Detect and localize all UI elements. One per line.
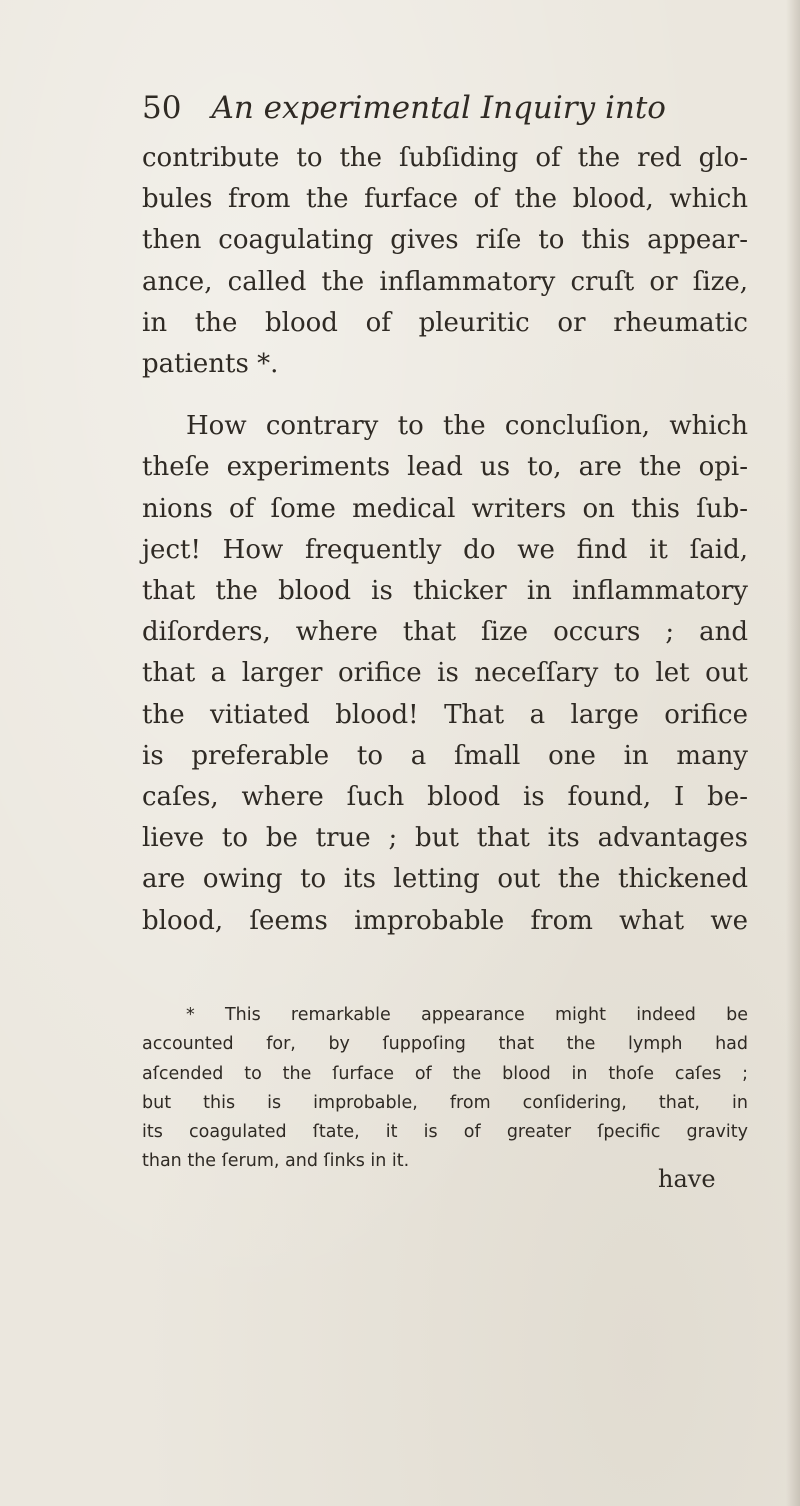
- page-number: 50: [142, 90, 182, 126]
- text-line: contribute to the ſubſiding of the red glo-: [142, 143, 748, 173]
- footnote-line: but this is improbable, from conſidering, that, in: [142, 1092, 748, 1113]
- running-header: [142, 90, 666, 140]
- footnote-line: its coagulated ſtate, it is of greater ſpecific gravity: [142, 1122, 748, 1143]
- text-line: then coagulating gives riſe to this appear-: [142, 225, 748, 256]
- text-line: that a larger orifice is neceſſary to let out: [142, 658, 748, 689]
- text-line: bules from the furface of the blood, which: [142, 184, 748, 215]
- footnote-line: accounted for, by ſuppoſing that the lymph had: [142, 1034, 748, 1055]
- text-line: blood, ſeems improbable from what we: [142, 905, 748, 936]
- paragraph-1: [142, 138, 748, 385]
- text-line: is preferable to a ſmall one in many: [142, 740, 748, 771]
- text-line: theſe experiments lead us to, are the opi-: [142, 452, 748, 483]
- text-line: diſorders, where that ſize occurs ; and: [142, 617, 748, 648]
- page-edge-shadow: [786, 0, 800, 1506]
- footnote-line: * This remarkable appearance might indeed be: [186, 1005, 748, 1025]
- text-line: How contrary to the concluſion, which: [186, 411, 748, 442]
- running-title: An experimental Inquiry into: [211, 90, 666, 126]
- text-line: that the blood is thicker in inflammatory: [142, 576, 748, 607]
- footnote: [142, 1001, 748, 1177]
- text-line: caſes, where ſuch blood is found, I be-: [142, 782, 748, 813]
- text-line: ance, called the inflammatory cruſt or ſize,: [142, 266, 748, 297]
- paragraph-gap: [142, 385, 748, 406]
- main-text: [142, 138, 748, 942]
- text-line: ject! How frequently do we find it ſaid,: [142, 534, 748, 565]
- text-line: nions of ſome medical writers on this ſub-: [142, 493, 748, 524]
- text-line: patients *.: [142, 349, 279, 380]
- text-line: are owing to its letting out the thickened: [142, 864, 748, 895]
- footnote-line: than the ſerum, and ſinks in it.: [142, 1151, 410, 1172]
- footnote-line: aſcended to the ſurface of the blood in thoſe caſes ;: [142, 1063, 748, 1084]
- paragraph-2: [142, 406, 748, 942]
- text-line: lieve to be true ; but that its advantages: [142, 823, 748, 854]
- text-line: in the blood of pleuritic or rheumatic: [142, 307, 748, 338]
- text-line: the vitiated blood! That a large orifice: [142, 699, 748, 730]
- catchword: have: [658, 1165, 716, 1193]
